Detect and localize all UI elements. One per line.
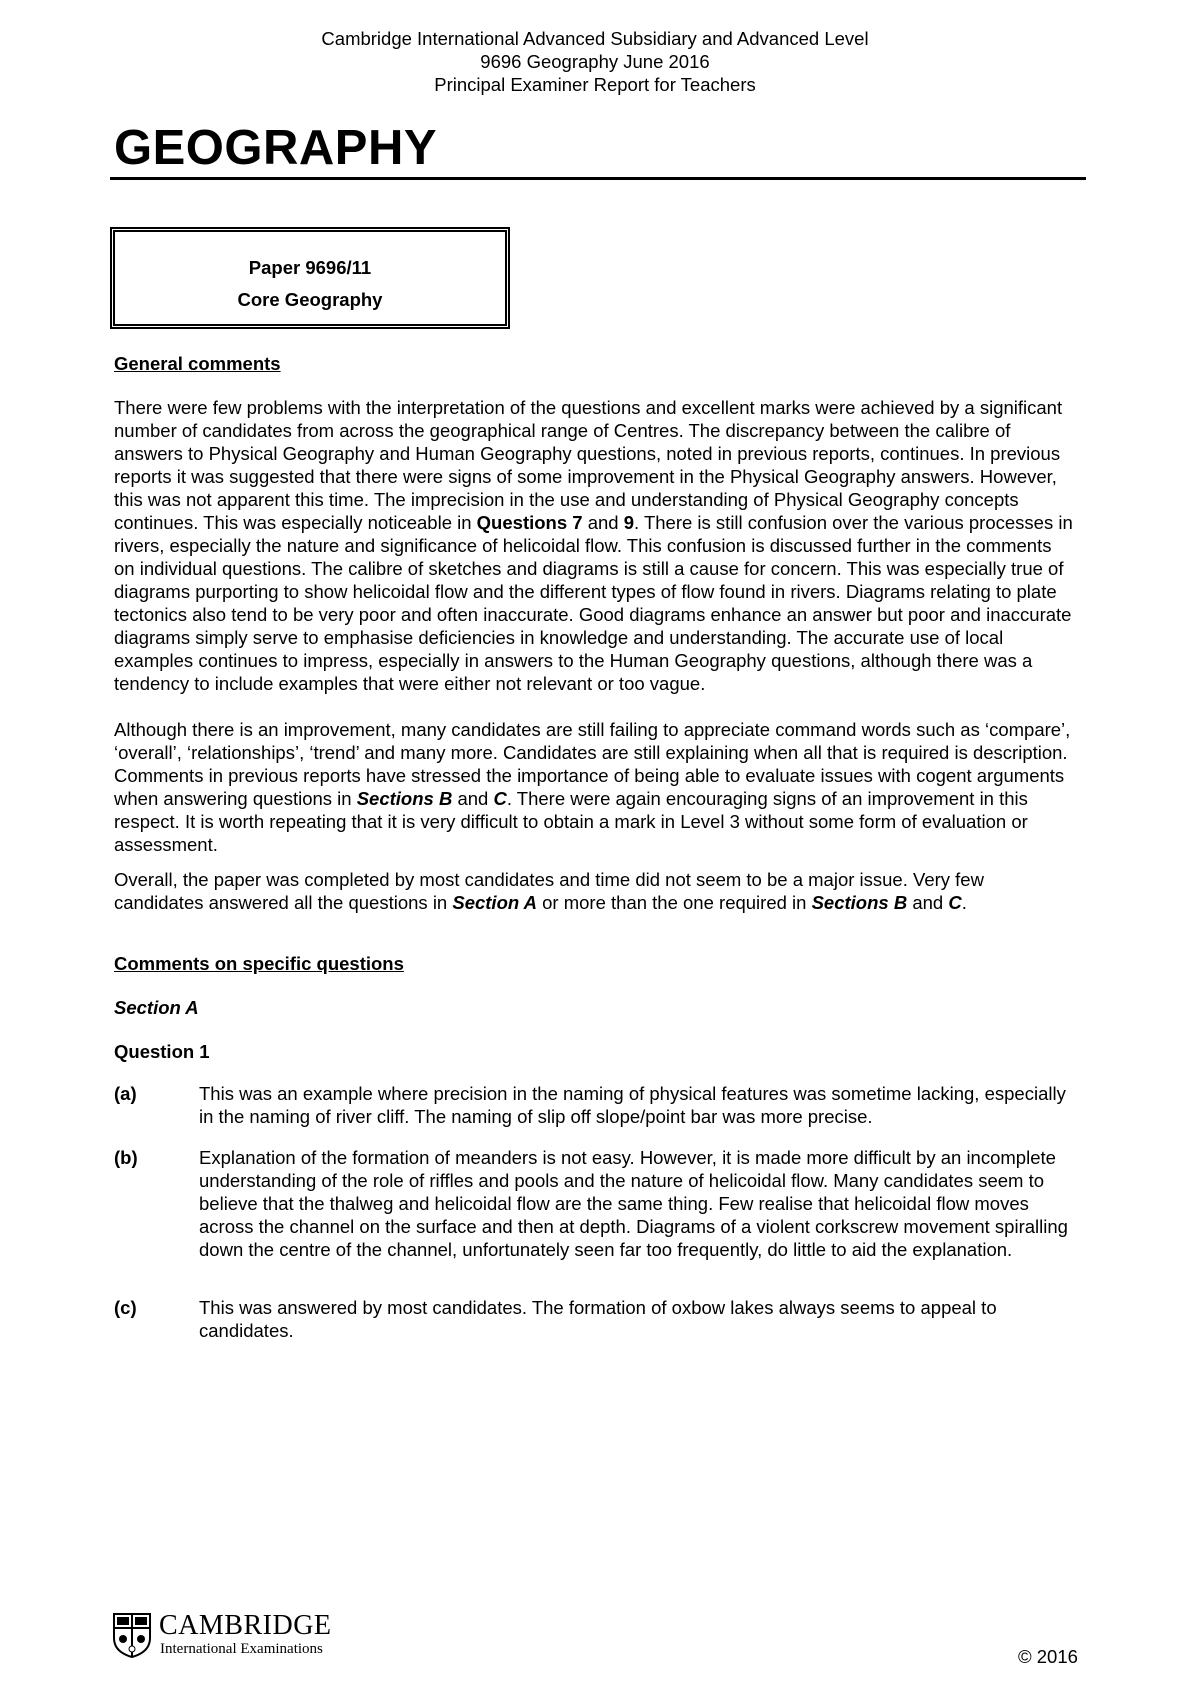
p3-text-e: and (907, 892, 949, 913)
p1-text-e: . There is still confusion over the various processes in rivers, especially the nature and significance of helicoidal flow. This confusion is discussed further in the comments on individual questions. The calibre of sketches and diagrams is still a cause for concern. This was especially true of diagrams purporting to show helicoidal flow and the different types of flow found in rivers. Diagrams relating to plate tectonics also tend to be very poor and often inaccurate. Good diagrams enhance an answer but poor and inaccurate diagrams simply serve to emphasise deficiencies in knowledge and understanding. The accurate use of local examples continues to impress, especially in answers to the Human Geography questions, although there was a tendency to include examples that were either not relevant or too vague. (114, 512, 1073, 694)
p1-bold-9: 9 (623, 512, 635, 533)
item-label: (a) (114, 1083, 137, 1104)
item-text: This was an example where precision in the naming of physical features was sometime lacking, especially in the naming of river cliff. The naming of slip off slope/point bar was more precise. (199, 1083, 1066, 1127)
item-label: (c) (114, 1297, 137, 1318)
subject-title: GEOGRAPHY (114, 121, 438, 175)
header-line-2: 9696 Geography June 2016 (480, 51, 710, 72)
p1-text-a: There were few problems with the interpretation of the questions and excellent marks were achieved by a significant number of candidates from across the geographical range of Centres. The discrepancy between the calibre of answers to Physical Geography and Human Geography questions, noted in previous reports, continues. In previous reports it was suggested that there were signs of some improvement in the Physical Geography answers. However, this was not apparent this time. The imprecision in the use and understanding of Physical Geography concepts continues. This was especially noticeable in (114, 397, 1063, 533)
p3-text-a: Overall, the paper was completed by most candidates and time did not seem to be a major issue. Very few candidates answered all the questions in (114, 869, 984, 913)
item-text: Explanation of the formation of meanders is not easy. However, it is made more difficult by an incomplete understanding of the role of riffles and pools and the nature of helicoidal flow. Many candidates seem to believe that the thalweg and helicoidal flow are the same thing. Few realise that helicoidal flow moves across the channel on the surface and then at depth. Diagrams of a violent corkscrew movement spiralling down the centre of the channel, unfortunately seen far too frequently, do little to aid the explanation. (199, 1147, 1068, 1260)
p2-sections-b: Sections B (356, 788, 453, 809)
p3-text-c: or more than the one required in (537, 892, 812, 913)
question-1-heading: Question 1 (114, 1041, 210, 1062)
header-line-1: Cambridge International Advanced Subsidiary and Advanced Level (321, 28, 869, 49)
question-1a (114, 1082, 1074, 1128)
paper-number: Paper 9696/11 (248, 257, 372, 278)
p3-section-a: Section A (452, 892, 537, 913)
p2-text-e: . There were again encouraging signs of an improvement in this respect. It is worth repeating that it is very difficult to obtain a mark in Level 3 without some form of evaluation or assessment. (114, 788, 1028, 855)
section-a-heading: Section A (114, 997, 199, 1018)
logo-subtitle: International Examinations (160, 1641, 323, 1657)
p1-text-c: and (582, 512, 624, 533)
p1-bold-questions-7: Questions 7 (476, 512, 583, 533)
p2-text-c: and (452, 788, 494, 809)
header-line-3: Principal Examiner Report for Teachers (434, 74, 756, 95)
p3-sections-b: Sections B (811, 892, 908, 913)
p3-text-g: . (961, 892, 967, 913)
title-rule (110, 177, 1086, 180)
p3-section-c: C (948, 892, 962, 913)
general-paragraph-1 (114, 396, 1074, 695)
item-text: This was answered by most candidates. The formation of oxbow lakes always seems to appeal to candidates. (199, 1297, 997, 1341)
paper-name: Core Geography (237, 289, 383, 310)
p2-text-a: Although there is an improvement, many candidates are still failing to appreciate command words such as ‘compare’, ‘overall’, ‘relationships’, ‘trend’ and many more. Candidates are still explaining when all that is required is description. Comments in previous reports have stressed the importance of being able to evaluate issues with cogent arguments when answering questions in (114, 719, 1071, 809)
p2-section-c: C (493, 788, 507, 809)
question-1c (114, 1296, 1074, 1342)
logo-wordmark: CAMBRIDGE (159, 1610, 332, 1641)
cambridge-logo (112, 1612, 352, 1660)
copyright: © 2016 (1018, 1646, 1078, 1667)
crest-icon (112, 1612, 152, 1658)
question-1b (114, 1146, 1074, 1261)
general-paragraph-3 (114, 868, 1074, 914)
general-paragraph-2 (114, 718, 1074, 856)
specific-comments-heading: Comments on specific questions (114, 953, 404, 974)
item-label: (b) (114, 1147, 138, 1168)
paper-box (110, 227, 510, 329)
general-comments-heading: General comments (114, 353, 281, 374)
report-header (0, 27, 1190, 96)
